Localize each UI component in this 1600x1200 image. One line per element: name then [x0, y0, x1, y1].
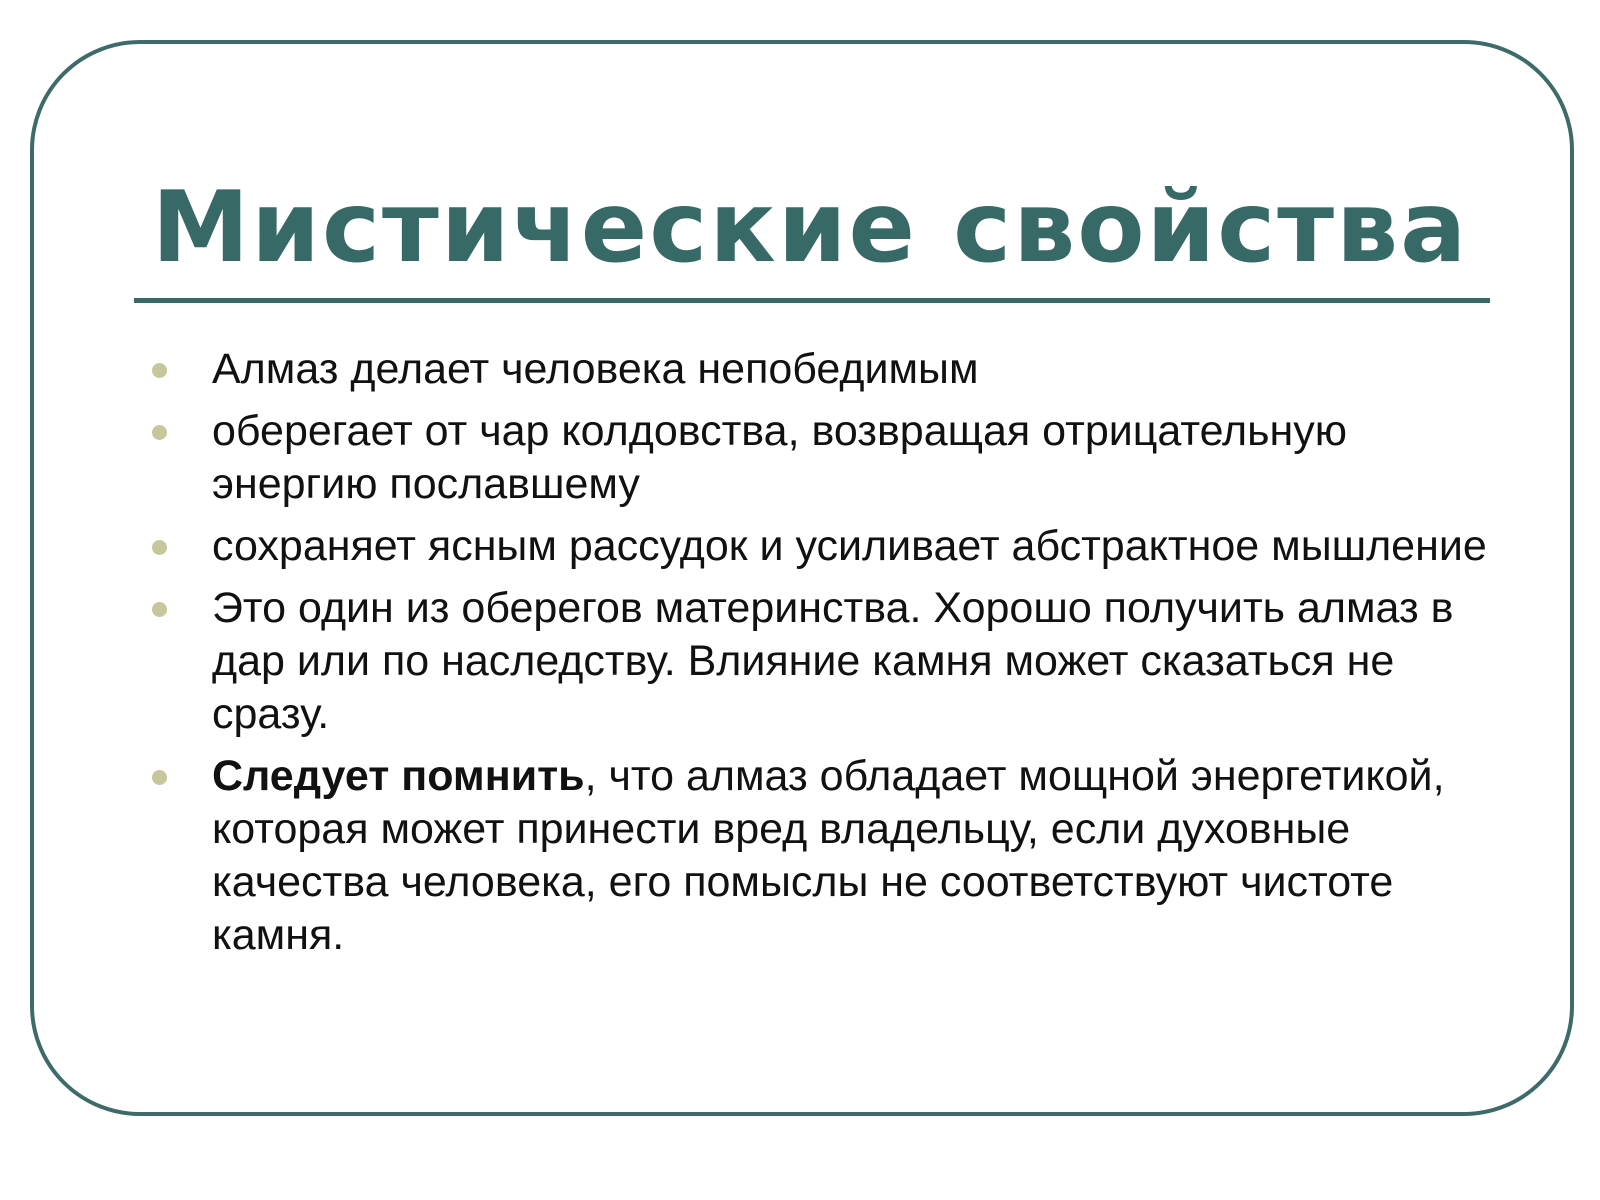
bullet-list: [150, 343, 1500, 971]
bullet-item-5: [150, 750, 1500, 962]
slide-title: Мистические свойства: [151, 171, 1469, 285]
bullet-text: Алмаз делает человека непобедимым: [212, 345, 979, 393]
bullet-item-2: [150, 405, 1500, 511]
bullet-dot-icon: [152, 602, 167, 617]
bullet-dot-icon: [152, 363, 167, 378]
title-underline: [134, 298, 1490, 303]
bullet-item-4: [150, 582, 1500, 741]
bullet-text: , что алмаз обладает мощной энергетикой, которая может принести вред владельцу, если духовные качества человека, его помыслы не соответствуют чистоте камня.: [212, 752, 1445, 959]
bullet-dot-icon: [152, 425, 167, 440]
bullet-text: оберегает от чар колдовства, возвращая отрицательную энергию пославшему: [212, 407, 1348, 508]
bullet-dot-icon: [152, 540, 167, 555]
bullet-emphasis: Следует помнить: [212, 752, 585, 800]
bullet-item-1: [150, 343, 1500, 396]
bullet-text: сохраняет ясным рассудок и усиливает абстрактное мышление: [212, 522, 1487, 570]
bullet-item-3: [150, 520, 1500, 573]
bullet-text: Это один из оберегов материнства. Хорошо получить алмаз в дар или по наследству. Влияние камня может сказаться не сразу.: [212, 584, 1454, 738]
bullet-dot-icon: [152, 770, 167, 785]
